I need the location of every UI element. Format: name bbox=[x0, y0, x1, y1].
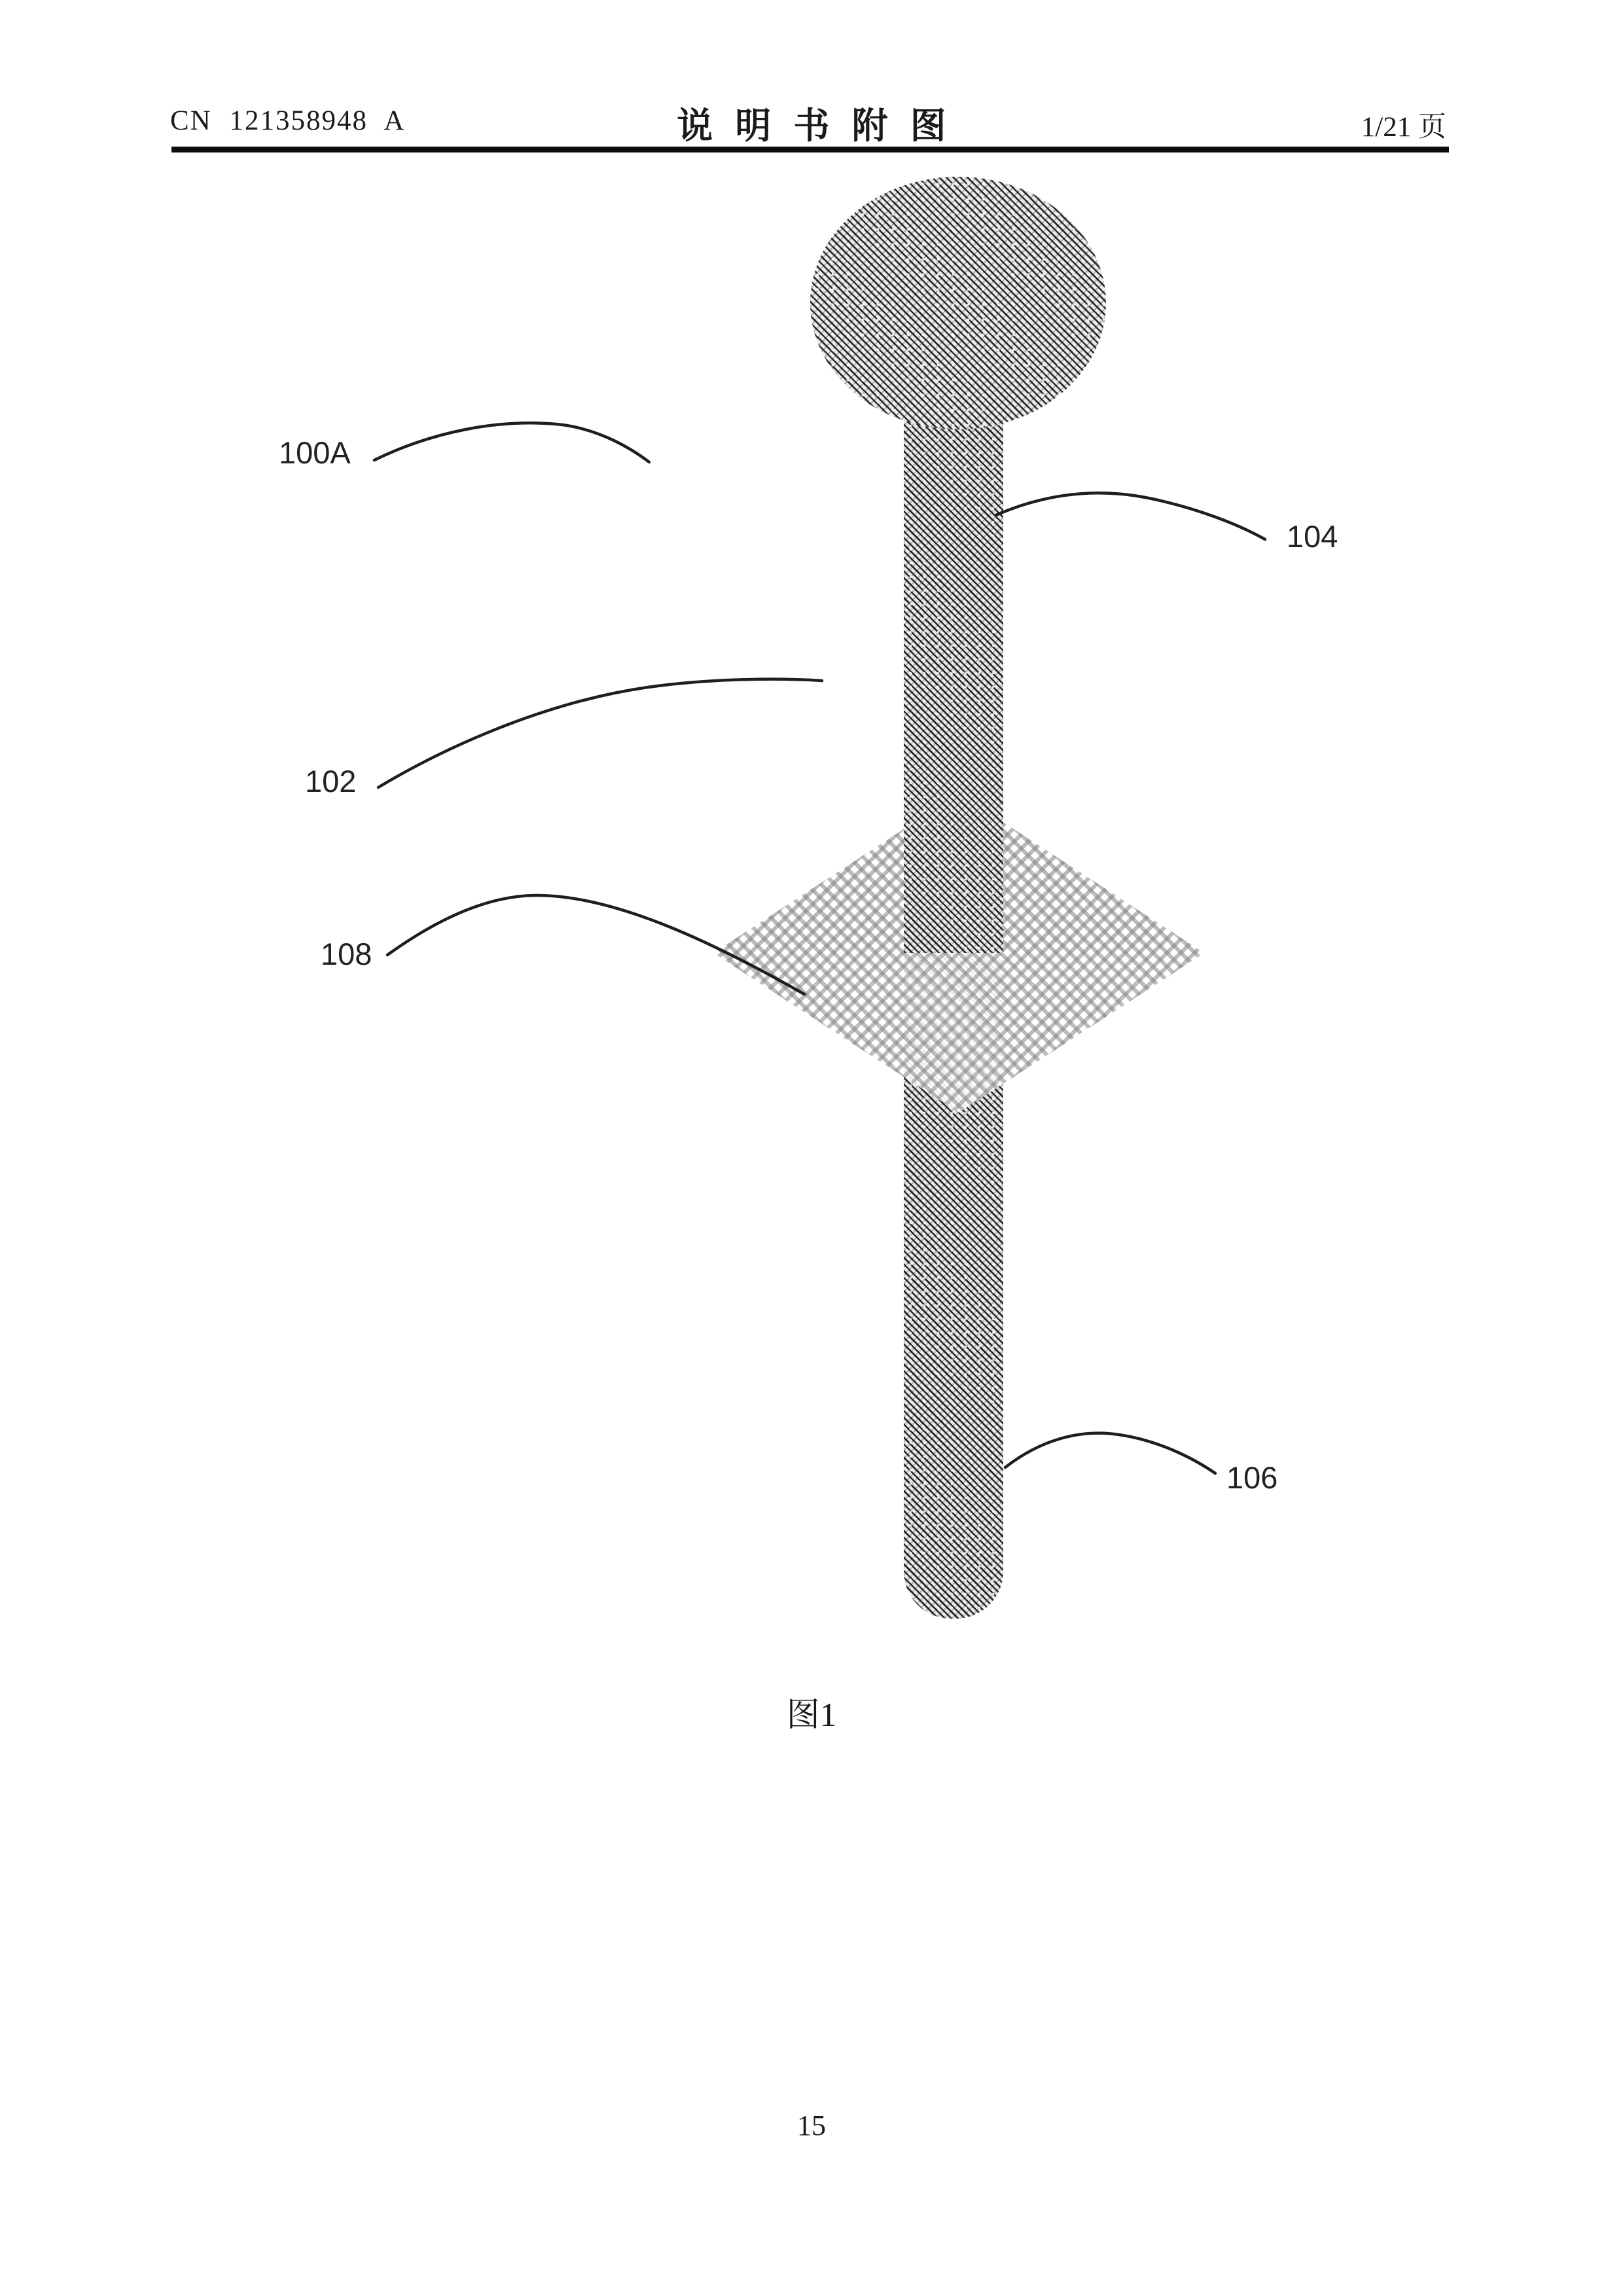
leader-line-102 bbox=[378, 679, 822, 787]
leader-line-104 bbox=[996, 493, 1265, 539]
sheet-number: 1/21 页 bbox=[1361, 112, 1446, 143]
publication-number: CN 121358948 A bbox=[170, 105, 406, 136]
leader-line-106 bbox=[1005, 1433, 1215, 1473]
leader-line-108 bbox=[387, 895, 804, 994]
ref-label-100A: 100A bbox=[279, 435, 351, 470]
ref-label-108: 108 bbox=[321, 937, 372, 971]
figure-caption: 图1 bbox=[786, 1697, 837, 1734]
page-number: 15 bbox=[797, 2109, 826, 2142]
leader-line-100A bbox=[374, 423, 649, 462]
ref-label-102: 102 bbox=[305, 764, 357, 798]
page-title: 说明书附图 bbox=[677, 105, 969, 146]
ref-label-104: 104 bbox=[1287, 519, 1338, 554]
ref-label-106: 106 bbox=[1226, 1460, 1278, 1495]
